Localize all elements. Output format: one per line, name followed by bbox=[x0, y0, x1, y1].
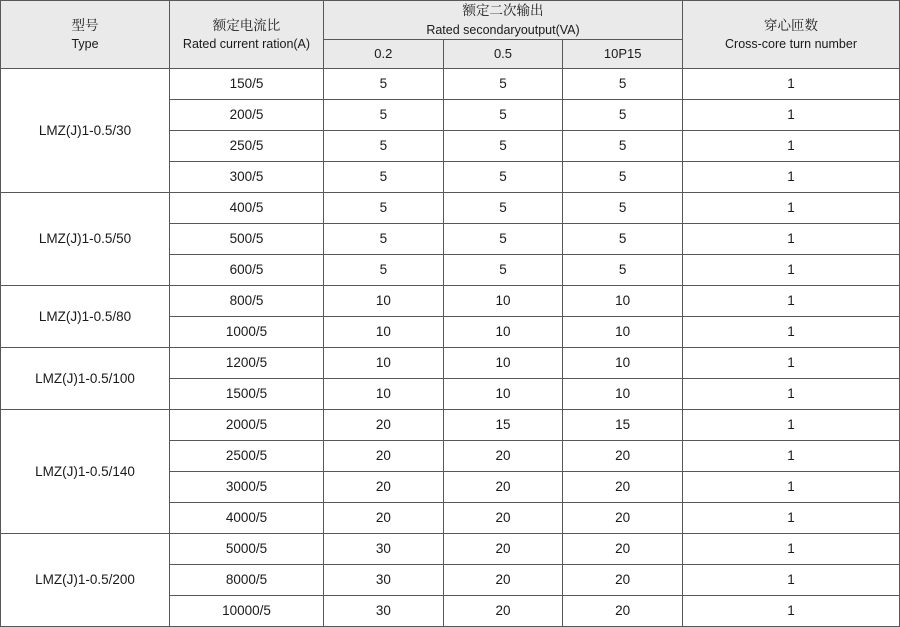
cell-ratio: 5000/5 bbox=[170, 533, 324, 564]
cell-turns: 1 bbox=[683, 223, 900, 254]
cell-output-05: 10 bbox=[443, 316, 563, 347]
cell-output-05: 20 bbox=[443, 440, 563, 471]
cell-output-05: 10 bbox=[443, 378, 563, 409]
cell-type: LMZ(J)1-0.5/100 bbox=[1, 347, 170, 409]
cell-output-02: 10 bbox=[324, 316, 444, 347]
cell-output-02: 5 bbox=[324, 68, 444, 99]
cell-ratio: 600/5 bbox=[170, 254, 324, 285]
cell-ratio: 8000/5 bbox=[170, 564, 324, 595]
cell-output-10p15: 20 bbox=[563, 595, 683, 626]
cell-type: LMZ(J)1-0.5/50 bbox=[1, 192, 170, 285]
cell-ratio: 1000/5 bbox=[170, 316, 324, 347]
cell-type: LMZ(J)1-0.5/80 bbox=[1, 285, 170, 347]
subheader-class-02: 0.2 bbox=[324, 39, 444, 68]
cell-output-02: 5 bbox=[324, 254, 444, 285]
cell-output-10p15: 20 bbox=[563, 440, 683, 471]
cell-turns: 1 bbox=[683, 254, 900, 285]
header-row-main bbox=[1, 1, 900, 40]
cell-output-02: 30 bbox=[324, 595, 444, 626]
cell-output-10p15: 20 bbox=[563, 564, 683, 595]
cell-type: LMZ(J)1-0.5/200 bbox=[1, 533, 170, 626]
cell-output-02: 10 bbox=[324, 285, 444, 316]
cell-output-10p15: 20 bbox=[563, 533, 683, 564]
subheader-class-10p15: 10P15 bbox=[563, 39, 683, 68]
table-row bbox=[1, 192, 900, 223]
cell-output-02: 5 bbox=[324, 99, 444, 130]
header-cross-core-turns bbox=[683, 1, 900, 69]
cell-output-05: 20 bbox=[443, 595, 563, 626]
cell-output-05: 5 bbox=[443, 192, 563, 223]
cell-output-10p15: 10 bbox=[563, 316, 683, 347]
header-type bbox=[1, 1, 170, 69]
table-header bbox=[1, 1, 900, 69]
cell-turns: 1 bbox=[683, 471, 900, 502]
cell-output-05: 20 bbox=[443, 533, 563, 564]
cell-turns: 1 bbox=[683, 99, 900, 130]
cell-output-02: 5 bbox=[324, 223, 444, 254]
cell-output-05: 10 bbox=[443, 347, 563, 378]
cell-output-05: 5 bbox=[443, 99, 563, 130]
cell-output-10p15: 5 bbox=[563, 130, 683, 161]
cell-turns: 1 bbox=[683, 285, 900, 316]
cell-output-02: 30 bbox=[324, 533, 444, 564]
header-secondary-en: Rated secondaryoutput(VA) bbox=[426, 22, 580, 37]
cell-ratio: 300/5 bbox=[170, 161, 324, 192]
cell-output-02: 20 bbox=[324, 502, 444, 533]
table-row bbox=[1, 347, 900, 378]
cell-output-05: 20 bbox=[443, 471, 563, 502]
cell-output-10p15: 5 bbox=[563, 254, 683, 285]
cell-turns: 1 bbox=[683, 378, 900, 409]
cell-ratio: 2500/5 bbox=[170, 440, 324, 471]
cell-ratio: 500/5 bbox=[170, 223, 324, 254]
cell-output-02: 5 bbox=[324, 161, 444, 192]
table-row bbox=[1, 409, 900, 440]
cell-output-05: 10 bbox=[443, 285, 563, 316]
cell-ratio: 150/5 bbox=[170, 68, 324, 99]
cell-output-10p15: 10 bbox=[563, 378, 683, 409]
cell-turns: 1 bbox=[683, 130, 900, 161]
cell-ratio: 10000/5 bbox=[170, 595, 324, 626]
table-row bbox=[1, 285, 900, 316]
cell-output-05: 5 bbox=[443, 223, 563, 254]
cell-turns: 1 bbox=[683, 192, 900, 223]
cell-ratio: 3000/5 bbox=[170, 471, 324, 502]
cell-output-02: 30 bbox=[324, 564, 444, 595]
cell-output-02: 20 bbox=[324, 440, 444, 471]
cell-type: LMZ(J)1-0.5/30 bbox=[1, 68, 170, 192]
header-ratio-en: Rated current ration(A) bbox=[182, 37, 311, 52]
cell-output-10p15: 5 bbox=[563, 68, 683, 99]
cell-turns: 1 bbox=[683, 595, 900, 626]
cell-ratio: 200/5 bbox=[170, 99, 324, 130]
table-body bbox=[1, 68, 900, 626]
cell-ratio: 1500/5 bbox=[170, 378, 324, 409]
header-rated-current-ratio bbox=[170, 1, 324, 69]
cell-turns: 1 bbox=[683, 316, 900, 347]
cell-ratio: 800/5 bbox=[170, 285, 324, 316]
cell-turns: 1 bbox=[683, 533, 900, 564]
cell-ratio: 2000/5 bbox=[170, 409, 324, 440]
cell-output-10p15: 10 bbox=[563, 347, 683, 378]
cell-output-05: 5 bbox=[443, 130, 563, 161]
cell-type: LMZ(J)1-0.5/140 bbox=[1, 409, 170, 533]
cell-output-05: 20 bbox=[443, 502, 563, 533]
header-turns-en: Cross-core turn number bbox=[725, 37, 857, 52]
header-turns-cn: 穿心匝数 bbox=[764, 17, 818, 33]
cell-output-05: 15 bbox=[443, 409, 563, 440]
cell-turns: 1 bbox=[683, 68, 900, 99]
header-type-cn: 型号 bbox=[71, 17, 99, 33]
cell-turns: 1 bbox=[683, 161, 900, 192]
cell-output-10p15: 10 bbox=[563, 285, 683, 316]
cell-turns: 1 bbox=[683, 502, 900, 533]
cell-output-02: 20 bbox=[324, 471, 444, 502]
header-rated-secondary-output bbox=[324, 1, 683, 40]
cell-output-05: 20 bbox=[443, 564, 563, 595]
cell-output-10p15: 5 bbox=[563, 99, 683, 130]
cell-ratio: 250/5 bbox=[170, 130, 324, 161]
cell-output-10p15: 5 bbox=[563, 223, 683, 254]
cell-output-10p15: 5 bbox=[563, 161, 683, 192]
cell-output-02: 10 bbox=[324, 378, 444, 409]
subheader-class-05: 0.5 bbox=[443, 39, 563, 68]
cell-turns: 1 bbox=[683, 564, 900, 595]
cell-output-05: 5 bbox=[443, 68, 563, 99]
header-ratio-cn: 额定电流比 bbox=[212, 17, 281, 33]
table-row bbox=[1, 68, 900, 99]
cell-output-10p15: 5 bbox=[563, 192, 683, 223]
header-secondary-cn: 额定二次输出 bbox=[462, 3, 544, 18]
cell-turns: 1 bbox=[683, 440, 900, 471]
cell-output-10p15: 20 bbox=[563, 471, 683, 502]
cell-ratio: 4000/5 bbox=[170, 502, 324, 533]
cell-output-02: 5 bbox=[324, 192, 444, 223]
cell-output-02: 10 bbox=[324, 347, 444, 378]
cell-ratio: 1200/5 bbox=[170, 347, 324, 378]
cell-output-10p15: 20 bbox=[563, 502, 683, 533]
cell-output-02: 5 bbox=[324, 130, 444, 161]
table-row bbox=[1, 533, 900, 564]
cell-output-10p15: 15 bbox=[563, 409, 683, 440]
cell-output-05: 5 bbox=[443, 161, 563, 192]
cell-ratio: 400/5 bbox=[170, 192, 324, 223]
cell-turns: 1 bbox=[683, 409, 900, 440]
cell-turns: 1 bbox=[683, 347, 900, 378]
cell-output-02: 20 bbox=[324, 409, 444, 440]
cell-output-05: 5 bbox=[443, 254, 563, 285]
header-type-en: Type bbox=[71, 37, 99, 52]
